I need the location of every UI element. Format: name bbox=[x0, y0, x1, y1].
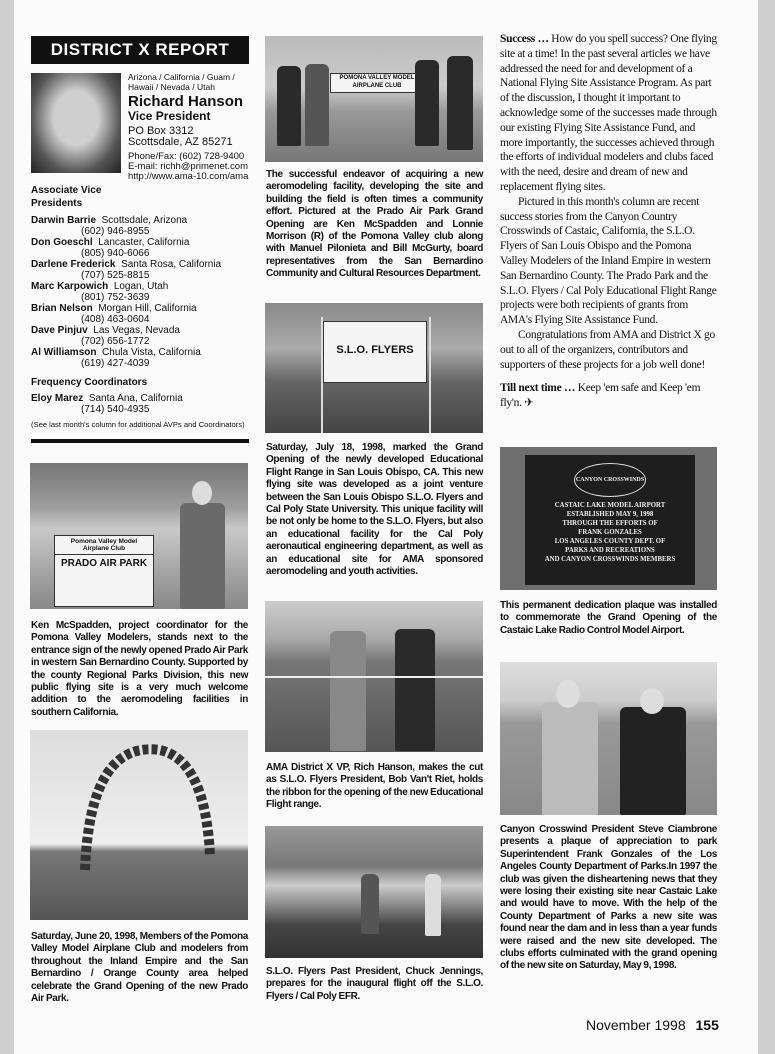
plaque-photo bbox=[500, 447, 717, 590]
contact-name: Marc Karpowich bbox=[31, 281, 109, 292]
contact-location: Santa Ana, California bbox=[88, 393, 183, 404]
phone: Phone/Fax: (602) 728-9400 bbox=[128, 151, 245, 162]
contact-entry bbox=[31, 237, 251, 259]
person-head bbox=[192, 481, 212, 505]
contact-entry bbox=[31, 259, 251, 281]
contact-name: Darwin Barrie bbox=[31, 215, 97, 226]
contact-phone: (805) 940-6066 bbox=[81, 248, 150, 259]
plaque-logo: CANYON CROSSWINDS bbox=[574, 463, 646, 497]
address-line: Scottsdale, AZ 85271 bbox=[128, 136, 233, 148]
paragraph-text: Keep 'em safe and Keep 'em fly'n. ✈ bbox=[500, 382, 701, 410]
page-footer bbox=[586, 1017, 719, 1033]
vp-title: Vice President bbox=[128, 109, 211, 123]
contact-location: Las Vegas, Nevada bbox=[93, 325, 180, 336]
contact-phone: (707) 525-8815 bbox=[81, 270, 150, 281]
contact-location: Morgan Hill, California bbox=[98, 303, 197, 314]
person bbox=[180, 503, 225, 609]
contact-location: Santa Rosa, California bbox=[121, 259, 222, 270]
article-body bbox=[500, 32, 719, 411]
column-header bbox=[31, 36, 249, 64]
article-paragraph bbox=[500, 381, 719, 411]
contact-location: Logan, Utah bbox=[113, 281, 169, 292]
article-paragraph: Pictured in this month's column are recent success stories from the Canyon Country Crosswinds of Castaic, California, the S.L.O. Flyers of San Louis Obispo and the Pomona Valley Modelers of the Inland Empire in western San Bernardino County. The Prado Park and the S.L.O. Flyers / Cal Poly Educational Flight Range projects were both recipients of grants from AMA's Flying Site Assistance Fund. bbox=[500, 195, 717, 327]
contact-name: Al Williamson bbox=[31, 347, 97, 358]
prado-sign bbox=[54, 535, 154, 607]
contact-phone: (714) 540-4935 bbox=[81, 404, 150, 415]
pomona-group-photo bbox=[265, 36, 483, 162]
plaque-line: THROUGH THE EFFORTS OF bbox=[562, 520, 658, 527]
person bbox=[305, 64, 329, 146]
vp-name: Richard Hanson bbox=[128, 93, 244, 110]
balloon-arch-graphic bbox=[30, 730, 248, 920]
regions bbox=[128, 72, 253, 92]
person-head bbox=[556, 680, 580, 708]
contact-phone: (801) 752-3639 bbox=[81, 292, 150, 303]
freq-heading: Frequency Coordinators bbox=[31, 377, 148, 388]
person bbox=[447, 56, 473, 150]
contact-entry bbox=[31, 215, 251, 237]
contact-entry bbox=[31, 325, 251, 347]
plaque-line: LOS ANGELES COUNTY DEPT. OF bbox=[554, 538, 666, 545]
dedication-plaque bbox=[525, 455, 695, 585]
regions-line: Hawaii / Nevada / Utah bbox=[128, 82, 215, 92]
handshake-photo bbox=[500, 662, 717, 815]
lead-in: Success … bbox=[500, 33, 549, 45]
address-line: PO Box 3312 bbox=[128, 125, 194, 137]
avp-list bbox=[31, 185, 251, 430]
contact-entry bbox=[31, 303, 251, 325]
caption: Canyon Crosswind President Steve Ciambrone presents a plaque of appreciation to park Superintendent Frank Gonzales of the Los Angeles County Department of Parks.In 1997 the club was given the disheartening news that they were losing their existing site near Castaic Lake and would have to move. With the help of the County Department of Parks a new site was found near the dam and in less than a year funds were raised and the new site developed. The clubs efforts culminated with the grand opening of the new site on Saturday, May 9, 1998. bbox=[500, 824, 717, 972]
plaque-line: ESTABLISHED MAY 9, 1998 bbox=[566, 511, 654, 518]
club-banner: POMONA VALLEY MODEL AIRPLANE CLUB bbox=[330, 73, 424, 93]
divider bbox=[31, 439, 249, 443]
column-title: DISTRICT X REPORT bbox=[31, 36, 249, 64]
portrait-photo bbox=[31, 73, 121, 173]
person bbox=[425, 874, 441, 936]
contact-phone: (408) 463-0604 bbox=[81, 314, 150, 325]
contact-phone: (702) 656-1772 bbox=[81, 336, 150, 347]
contact-location: Chula Vista, California bbox=[102, 347, 201, 358]
ribbon-cutting-photo bbox=[265, 601, 483, 752]
website-link[interactable]: http://www.ama-10.com/ama bbox=[128, 171, 249, 182]
caption: AMA District X VP, Rich Hanson, makes the cut as S.L.O. Flyers President, Bob Van't Riet, holds the ribbon for the opening of the new Educational Flight range. bbox=[266, 762, 483, 811]
person bbox=[395, 629, 435, 751]
ribbon bbox=[265, 676, 483, 678]
see-note: (See last month's column for additional AVPs and Coordinators) bbox=[31, 420, 245, 429]
paragraph-text: How do you spell success? One flying site at a time! In the past several articles we have addressed the need for and development of a National Flying Site Assistance Program. As part of the discussion, I thought it important to acknowledge some of the successes made through our existing Flying Site Assistance Fund, and more importantly, the successes achieved through the efforts of individual modelers and clubs faced with the need, desire and dream of new and replacement flying sites. bbox=[500, 33, 717, 193]
slo-flyers-banner: S.L.O. FLYERS bbox=[323, 321, 427, 383]
plaque-line: AND CANYON CROSSWINDS MEMBERS bbox=[544, 556, 676, 563]
slo-banner-photo bbox=[265, 303, 483, 433]
balloon-arch-photo bbox=[30, 730, 248, 920]
caption: The successful endeavor of acquiring a new aeromodeling facility, developing the site and building the field is often times a community effort. Pictured at the Prado Air Park Grand Opening are Ken McSpadden and Lonnie Morrison (R) of the Pomona Valley club along with Manuel Pilonieta and Bill McGurty, board representatives from the San Bernardino Community and Cultural Resources Department. bbox=[266, 169, 483, 280]
person bbox=[361, 874, 379, 934]
contact-entry bbox=[31, 347, 251, 369]
contact-location: Scottsdale, Arizona bbox=[101, 215, 188, 226]
page-number: 155 bbox=[695, 1017, 719, 1033]
person bbox=[330, 631, 366, 751]
contact-name: Dave Pinjuv bbox=[31, 325, 88, 336]
email-link[interactable]: E-mail: richh@primenet.com bbox=[128, 161, 248, 172]
person-head bbox=[640, 688, 664, 714]
contact-name: Eloy Marez bbox=[31, 393, 84, 404]
vp-contact bbox=[128, 72, 253, 182]
plaque-line: FRANK GONZALES bbox=[578, 529, 642, 536]
contact-entry bbox=[31, 281, 251, 303]
caption: Saturday, June 20, 1998, Members of the Pomona Valley Model Airplane Club and modelers from throughout the Inland Empire and the San Bernardino / Orange County area helped celebrate the Grand Opening of the new Prado Air Park. bbox=[31, 931, 248, 1005]
plaque-line: CASTAIC LAKE MODEL AIRPORT bbox=[554, 502, 666, 509]
article-paragraph: Congratulations from AMA and District X go out to all of the organizers, contributors and supporters of these projects for a job well done! bbox=[500, 328, 715, 371]
first-flight-photo bbox=[265, 826, 483, 958]
contact-location: Lancaster, California bbox=[98, 237, 190, 248]
sign-park-name: PRADO AIR PARK bbox=[60, 558, 148, 569]
caption: Ken McSpadden, project coordinator for the Pomona Valley Modelers, stands next to the entrance sign of the newly opened Prado Air Park in western San Bernardino County. Supported by the county Regional Parks Division, this new public flying site is a very much welcome addition to the aeromodeling facilities in southern California. bbox=[31, 620, 248, 718]
caption: This permanent dedication plaque was installed to commemorate the Grand Opening of the Castaic Lake Radio Control Model Airport. bbox=[500, 600, 717, 636]
person bbox=[542, 702, 598, 815]
regions-line: Arizona / California / Guam / bbox=[128, 72, 235, 82]
lead-in: Till next time … bbox=[500, 382, 576, 395]
person bbox=[415, 60, 439, 146]
contact-phone: (602) 946-8955 bbox=[81, 226, 150, 237]
contact-phone: (619) 427-4039 bbox=[81, 358, 150, 369]
contact-name: Don Goeschl bbox=[31, 237, 93, 248]
caption: S.L.O. Flyers Past President, Chuck Jennings, prepares for the inaugural flight off the S.L.O. Flyers / Cal Poly EFR. bbox=[266, 966, 483, 1002]
prado-sign-photo bbox=[30, 463, 248, 609]
sign-club-text: Pomona Valley Model Airplane Club bbox=[55, 536, 153, 555]
contact-entry bbox=[31, 393, 251, 415]
plaque-line: PARKS AND RECREATIONS bbox=[565, 547, 655, 554]
contact-name: Brian Nelson bbox=[31, 303, 93, 314]
person bbox=[277, 66, 301, 146]
caption: Saturday, July 18, 1998, marked the Grand Opening of the newly developed Educational Flight Range in San Louis Obispo, CA. This new flying site was developed as a joint venture between the San Louis Obispo S.L.O. Flyers and Cal Poly State University. This unique facility will be not only be home to the S.L.O. Flyers, but also an educational facility for the Cal Poly aeronautical engineering department, as well as an educational site for AMA sponsored aeromodeling and youth activities. bbox=[266, 442, 483, 578]
avp-heading: Associate Vice Presidents bbox=[31, 185, 102, 209]
contact-name: Darlene Frederick bbox=[31, 259, 116, 270]
person bbox=[620, 707, 686, 815]
address bbox=[128, 126, 253, 148]
issue-date: November 1998 bbox=[586, 1017, 686, 1033]
article-paragraph bbox=[500, 32, 719, 195]
